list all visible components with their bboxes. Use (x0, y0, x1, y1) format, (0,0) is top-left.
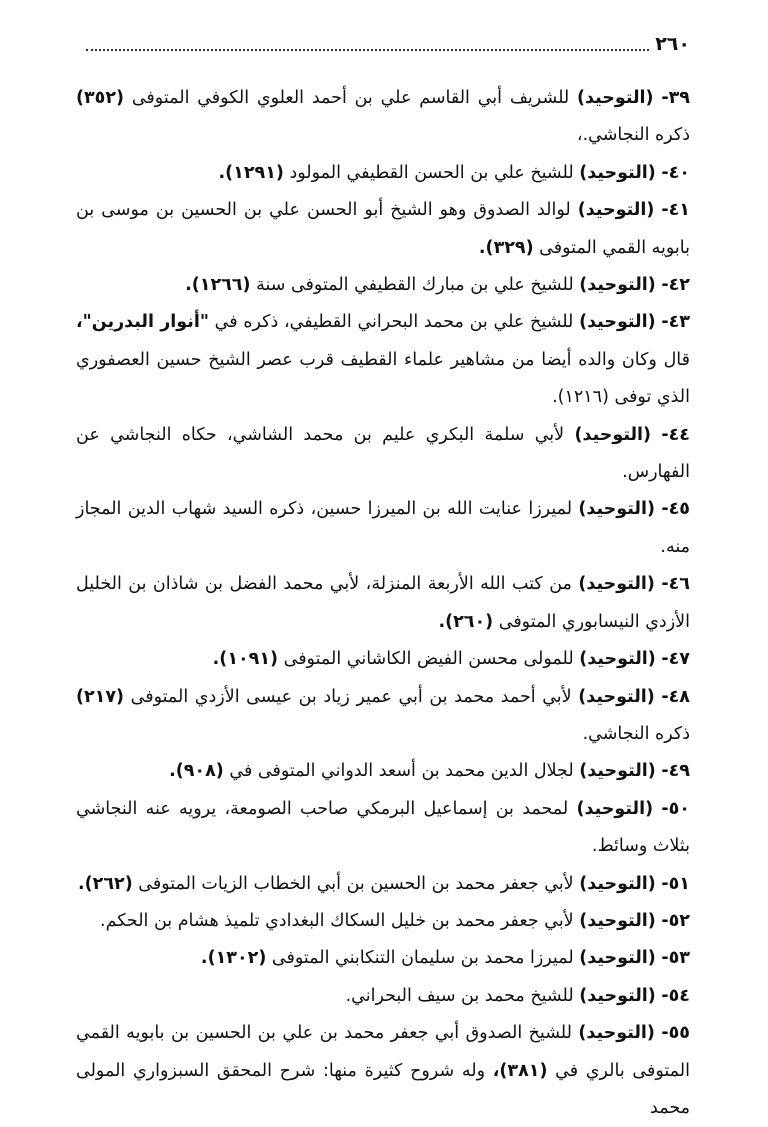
dotted-header-rule (86, 49, 649, 51)
entry-number: ٥٠- (661, 798, 690, 819)
entry-text: لأبي أحمد محمد بن أبي عمير زياد بن عيسى الأزدي المتوفى (124, 686, 579, 707)
bibliography-entry (76, 417, 690, 492)
entry-title: (التوحيد) (579, 985, 656, 1006)
entry-number: ٤٥- (661, 499, 690, 520)
entry-year: (٢١٧) (76, 686, 125, 707)
page-header (86, 26, 690, 56)
entry-title: (التوحيد) (577, 200, 655, 221)
entry-number: ٤٦- (661, 574, 690, 595)
entry-title: (التوحيد) (578, 686, 655, 707)
entry-title: (التوحيد) (578, 499, 655, 520)
bibliography-entry (76, 304, 690, 416)
entry-year: (١٣٠٢). (200, 948, 267, 969)
entry-title: (التوحيد) (578, 1023, 655, 1044)
bibliography-entry (76, 753, 690, 790)
entry-text: لميرزا محمد بن سليمان التنكابني المتوفى (266, 948, 580, 969)
entry-number: ٤٠- (661, 162, 690, 183)
page-number: ٢٦٠ (655, 33, 690, 55)
entry-text: للشيخ علي بن الحسن القطيفي المولود (283, 162, 580, 183)
entry-year: (٣٢٩). (478, 237, 534, 258)
entry-text: لوالد الصدوق وهو الشيخ أبو الحسن علي بن الحسين بن موسى بن بابويه القمي المتوفى (76, 200, 690, 258)
entry-number: ٥١- (661, 873, 690, 894)
entry-number: ٤٢- (661, 275, 690, 296)
entry-number: ٤٤- (661, 424, 690, 445)
entry-year: (٣٥٢) (76, 88, 125, 108)
entry-year: (١٢٦٦). (185, 275, 251, 296)
entry-number: ٤٨- (661, 686, 690, 707)
bibliography-entry (76, 978, 690, 1015)
entry-tail: وله شروح كثيرة منها: شرح المحقق السبزواري المولى محمد (76, 1060, 690, 1118)
bibliography-entry (76, 192, 690, 267)
bibliography-entry (76, 866, 690, 903)
entry-text: للشيخ محمد بن سيف البحراني. (345, 985, 580, 1006)
entry-text: للشريف أبي القاسم علي بن أحمد العلوي الكوفي المتوفى (124, 88, 577, 108)
entry-title: (التوحيد) (579, 162, 656, 183)
entry-tail: ذكره النجاشي.، (576, 125, 690, 146)
entry-title: (التوحيد) (579, 649, 656, 670)
bibliography-entry (76, 1015, 690, 1127)
bibliography-entry (76, 791, 690, 866)
entry-year: (٩٠٨). (169, 761, 224, 782)
entry-text: لأبي سلمة البكري عليم بن محمد الشاشي، حكاه النجاشي عن الفهارس. (76, 424, 690, 483)
entry-text: لجلال الدين محمد بن أسعد الدواني المتوفى في (223, 761, 580, 782)
entry-text: لميرزا عنايت الله بن الميرزا حسين، ذكره السيد شهاب الدين المجاز منه. (76, 499, 690, 557)
entry-year: (١٢٩١). (218, 162, 284, 183)
entry-number: ٤٩- (661, 761, 690, 782)
entry-year: (٢٦٢). (77, 873, 133, 894)
entry-number: ٥٢- (661, 910, 690, 931)
entry-year: (٣٨١)، (492, 1060, 548, 1081)
bibliography-entry (76, 940, 690, 977)
entry-text: لأبي جعفر محمد بن الحسين بن أبي الخطاب الزيات المتوفى (132, 873, 580, 894)
entry-title: (التوحيد) (579, 275, 656, 296)
entry-text: للشيخ علي بن محمد البحراني القطيفي، ذكره في (208, 312, 580, 333)
entry-title: (التوحيد) (574, 424, 652, 445)
entry-text: من كتب الله الأربعة المنزلة، لأبي محمد الفضل بن شاذان بن الخليل الأزدي النيسابوري المتوفى (76, 574, 690, 632)
entry-text: للمولى محسن الفيض الكاشاني المتوفى (278, 649, 580, 670)
bibliography-entry (76, 641, 690, 678)
entry-text: لأبي جعفر محمد بن خليل السكاك البغدادي تلميذ هشام بن الحكم. (100, 910, 580, 931)
entry-title: (التوحيد) (578, 574, 655, 595)
entry-number: ٥٣- (661, 948, 690, 969)
entry-tail: قال وكان والده أيضا من مشاهير علماء القطيف قرب عصر الشيخ حسين العصفوري الذي توفى (١٢١٦). (76, 349, 690, 408)
entry-year: (٢٦٠). (438, 611, 494, 632)
entry-number: ٥٤- (661, 985, 690, 1006)
entry-number: ٤١- (661, 200, 690, 221)
entry-title: (التوحيد) (579, 948, 656, 969)
bibliography-entry (76, 903, 690, 940)
entry-year: "أنوار البدرين"، (76, 312, 209, 333)
bibliography-entry (76, 80, 690, 155)
entry-text: للشيخ الصدوق أبي جعفر محمد بن علي بن الحسين بن بابويه القمي المتوفى بالري في (76, 1023, 690, 1081)
bibliography-entry (76, 491, 690, 566)
bibliography-entry (76, 155, 690, 192)
entry-tail: ذكره النجاشي. (582, 723, 690, 744)
entry-title: (التوحيد) (577, 88, 654, 108)
entry-text: للشيخ علي بن مبارك القطيفي المتوفى سنة (250, 275, 580, 296)
entry-text: لمحمد بن إسماعيل البرمكي صاحب الصومعة، يرويه عنه النجاشي بثلاث وسائط. (76, 798, 690, 857)
entry-title: (التوحيد) (579, 312, 656, 333)
bibliography-entry (76, 566, 690, 641)
entry-year: (١٠٩١). (212, 649, 279, 670)
entry-number: ٤٣- (661, 312, 690, 333)
entry-number: ٥٥- (661, 1023, 690, 1044)
entry-title: (التوحيد) (579, 873, 656, 894)
entry-number: ٣٩- (661, 88, 690, 108)
entry-number: ٤٧- (661, 649, 690, 670)
entry-title: (التوحيد) (579, 761, 656, 782)
entry-title: (التوحيد) (579, 910, 656, 931)
entries-list (76, 80, 690, 1127)
entry-title: (التوحيد) (576, 798, 654, 819)
bibliography-entry (76, 267, 690, 304)
bibliography-entry (76, 679, 690, 754)
